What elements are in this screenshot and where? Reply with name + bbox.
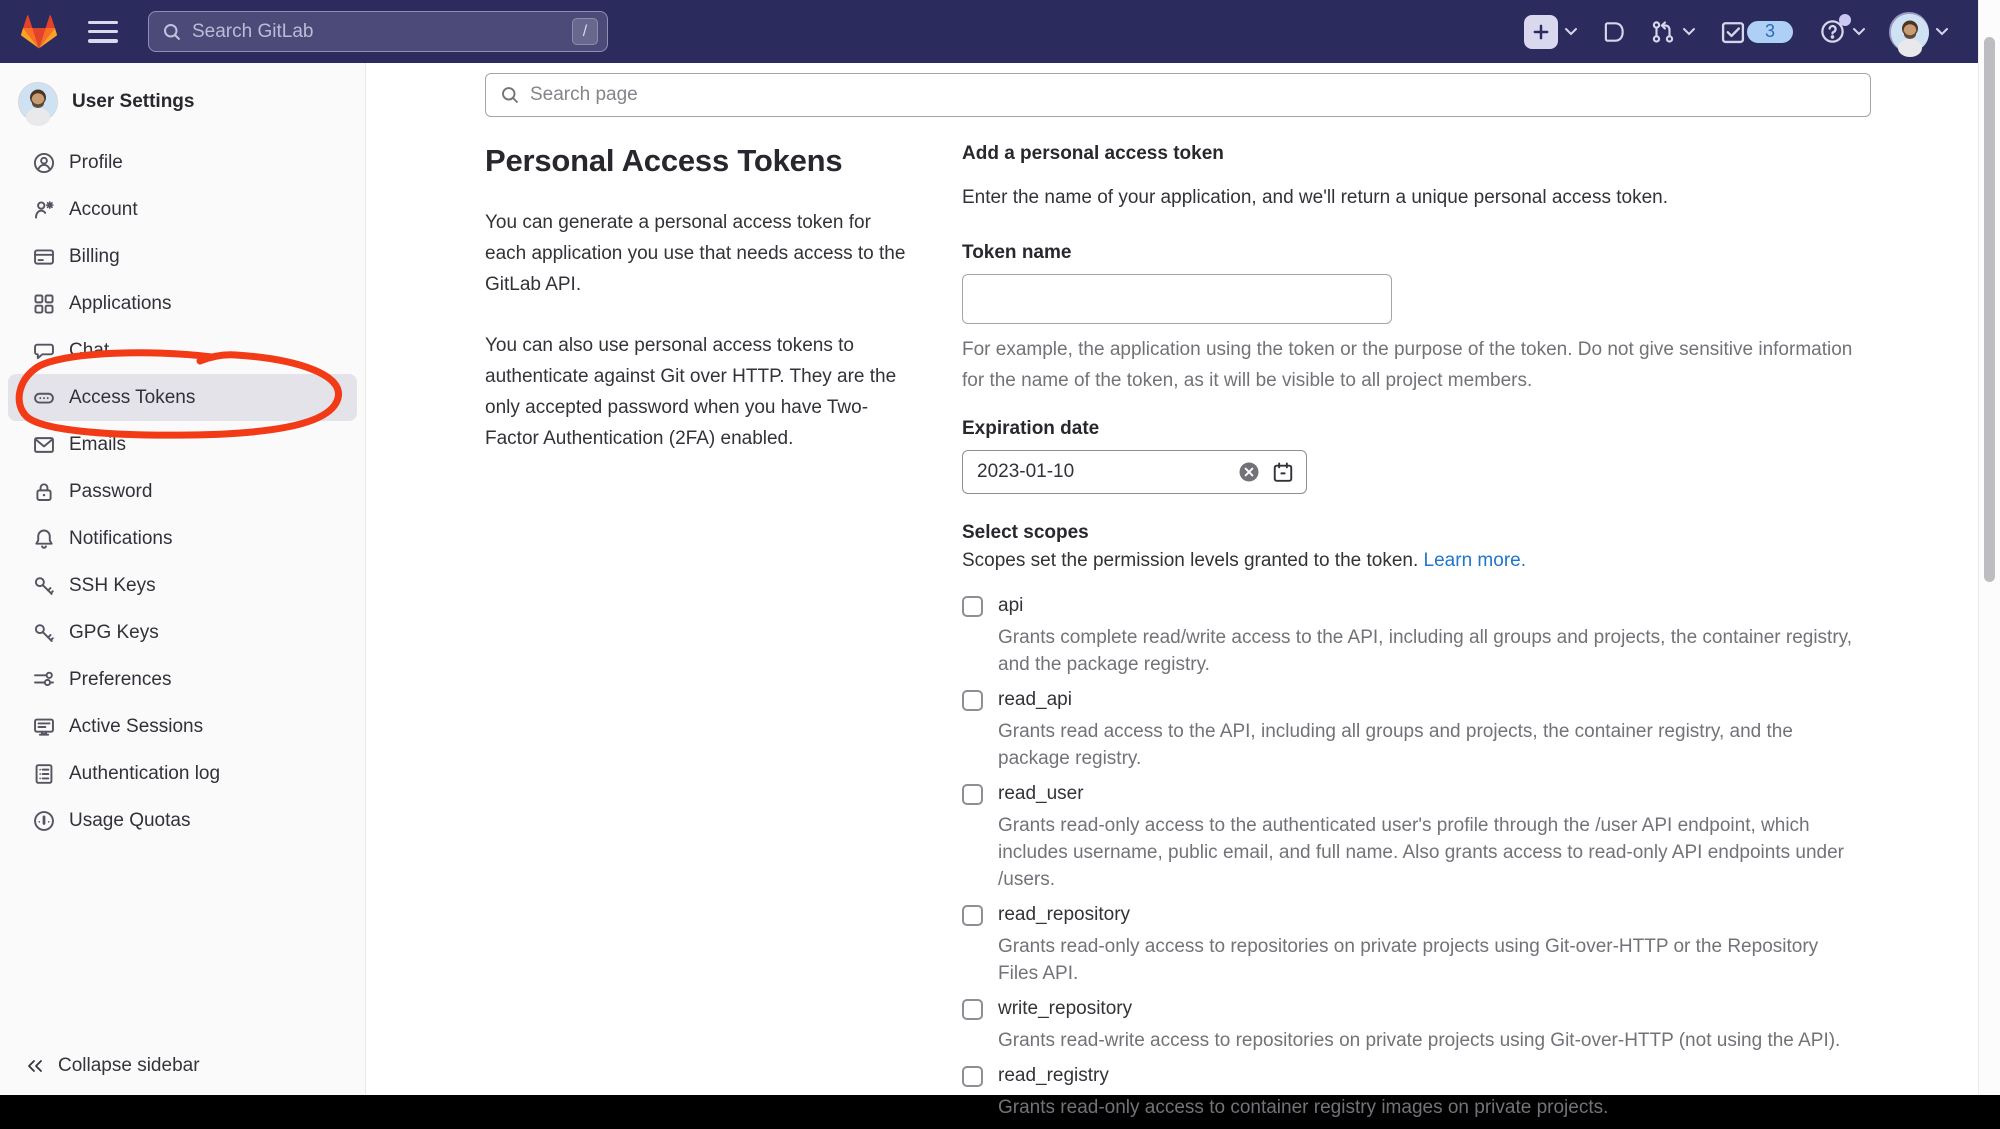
scope-description: Grants read-only access to the authenticated user's profile through the /user API endpoint, which includes username, public email, and full name. Also grants access to read-only API endpoints under /users.: [998, 815, 1844, 890]
global-search-input[interactable]: [192, 21, 562, 43]
token-name-help: For example, the application using the token or the purpose of the token. Do not give sensitive information for the name of the token, as it will be visible to all project members.: [962, 339, 1853, 391]
token-name-input[interactable]: [962, 274, 1392, 324]
sidebar-item-profile[interactable]: Profile: [8, 139, 357, 186]
sliders-icon: [33, 669, 55, 691]
gauge-icon: [33, 810, 55, 832]
chevron-down-icon: [1852, 27, 1866, 36]
calendar-icon: [1272, 461, 1294, 483]
issues-icon: [1601, 19, 1627, 45]
scope-description: Grants complete read/write access to the API, including all groups and projects, the container registry, and the package registry.: [998, 627, 1853, 675]
token-name-label: Token name: [962, 242, 1072, 263]
page-description-1: You can generate a personal access token for each application you use that needs access to the GitLab API.: [485, 212, 906, 295]
slash-shortcut-badge: /: [572, 18, 598, 45]
hamburger-menu-icon[interactable]: [88, 21, 118, 43]
sidebar-item-emails[interactable]: Emails: [8, 421, 357, 468]
top-navbar: [0, 0, 1978, 63]
billing-icon: [33, 246, 55, 268]
scrollbar-thumb[interactable]: [1984, 37, 1995, 582]
merge-requests-menu[interactable]: [1645, 19, 1701, 45]
expiration-date-input[interactable]: [977, 461, 1226, 483]
sidebar-item-authentication-log[interactable]: Authentication log: [8, 750, 357, 797]
issues-button[interactable]: [1596, 19, 1632, 45]
sidebar-item-chat[interactable]: Chat: [8, 327, 357, 374]
sidebar-item-gpg-keys[interactable]: GPG Keys: [8, 609, 357, 656]
scope-api: api Grants complete read/write access to the API, including all groups and projects, the container registry, and the package registry.: [962, 592, 1871, 678]
log-icon: [33, 763, 55, 785]
collapse-icon: [25, 1057, 45, 1075]
avatar[interactable]: [1889, 12, 1929, 52]
sidebar-item-applications[interactable]: Applications: [8, 280, 357, 327]
learn-more-link[interactable]: Learn more.: [1423, 550, 1526, 571]
scope-description: Grants read access to the API, including all groups and projects, the container registry, and the package registry.: [998, 721, 1793, 769]
todo-count-badge: 3: [1744, 18, 1796, 46]
search-icon: [162, 22, 182, 42]
user-menu[interactable]: [1884, 12, 1954, 52]
sidebar-item-billing[interactable]: Billing: [8, 233, 357, 280]
gitlab-logo[interactable]: [20, 14, 58, 50]
help-menu[interactable]: [1814, 18, 1871, 45]
scrollbar-track[interactable]: [1978, 0, 2000, 1095]
merge-request-icon: [1650, 19, 1676, 45]
scope-api-checkbox[interactable]: [962, 596, 983, 617]
scope-description: Grants read-only access to repositories on private projects using Git-over-HTTP or the Repository Files API.: [998, 936, 1819, 984]
sidebar-item-access-tokens[interactable]: Access Tokens: [8, 374, 357, 421]
plus-icon[interactable]: [1524, 15, 1558, 49]
todo-check-icon: [1719, 18, 1747, 46]
form-section-intro: Enter the name of your application, and we'll return a unique personal access token.: [962, 187, 1668, 208]
scopes-intro: Scopes set the permission levels granted to the token. Learn more.: [962, 550, 1526, 571]
scope-read-repository-checkbox[interactable]: [962, 905, 983, 926]
profile-icon: [33, 152, 55, 174]
calendar-button[interactable]: [1272, 461, 1294, 483]
sidebar-item-active-sessions[interactable]: Active Sessions: [8, 703, 357, 750]
token-icon: [33, 387, 55, 409]
scope-write-repository-checkbox[interactable]: [962, 999, 983, 1020]
scope-read-repository: read_repository Grants read-only access to repositories on private projects using Git-over-HTTP or the Repository Files API.: [962, 901, 1871, 987]
applications-icon: [33, 293, 55, 315]
sidebar-item-password[interactable]: Password: [8, 468, 357, 515]
expiration-date-field[interactable]: [962, 450, 1307, 494]
clear-icon: [1238, 461, 1260, 483]
scope-read-registry-checkbox[interactable]: [962, 1066, 983, 1087]
scope-read-user: read_user Grants read-only access to the authenticated user's profile through the /user API endpoint, which includes username, public email, and full name. Also grants access to read-only API endpoints under /users.: [962, 780, 1871, 893]
key-icon: [33, 622, 55, 644]
sidebar-item-preferences[interactable]: Preferences: [8, 656, 357, 703]
scope-read-registry: read_registry Grants read-only access to container registry images on private projects.: [962, 1062, 1871, 1121]
page-search[interactable]: [485, 73, 1871, 117]
add-token-form: [962, 143, 1871, 1129]
scope-read-api: read_api Grants read access to the API, including all groups and projects, the container registry, and the package registry.: [962, 686, 1871, 772]
account-icon: [33, 199, 55, 221]
chevron-down-icon: [1935, 27, 1949, 36]
global-search[interactable]: [148, 11, 608, 52]
collapse-sidebar-button[interactable]: Collapse sidebar: [0, 1055, 200, 1077]
chevron-down-icon: [1564, 27, 1578, 36]
scope-read-api-checkbox[interactable]: [962, 690, 983, 711]
expiration-date-label: Expiration date: [962, 418, 1100, 439]
chevron-down-icon: [1682, 27, 1696, 36]
scope-description: Grants read-write access to repositories on private projects using Git-over-HTTP (not using the API).: [998, 1030, 1841, 1051]
notification-dot: [1839, 14, 1851, 26]
select-scopes-title: Select scopes: [962, 522, 1089, 543]
sidebar-item-ssh-keys[interactable]: SSH Keys: [8, 562, 357, 609]
bell-icon: [33, 528, 55, 550]
sidebar-item-usage-quotas[interactable]: Usage Quotas: [8, 797, 357, 844]
todos-button[interactable]: [1714, 18, 1801, 46]
clear-date-button[interactable]: [1238, 461, 1260, 483]
scope-description: Grants read-only access to container registry images on private projects.: [998, 1097, 1609, 1118]
scope-read-user-checkbox[interactable]: [962, 784, 983, 805]
chat-icon: [33, 340, 55, 362]
main-content: [366, 63, 1978, 1118]
page-search-input[interactable]: [530, 84, 1856, 106]
sidebar-title: User Settings: [72, 91, 195, 112]
sidebar-item-notifications[interactable]: Notifications: [8, 515, 357, 562]
lock-icon: [33, 481, 55, 503]
email-icon: [33, 434, 55, 456]
user-avatar: [18, 82, 58, 122]
key-icon: [33, 575, 55, 597]
scope-write-repository: write_repository Grants read-write access to repositories on private projects using Git-over-HTTP (not using the API).: [962, 995, 1871, 1054]
create-new-menu[interactable]: [1519, 15, 1583, 49]
form-section-title: Add a personal access token: [962, 143, 1224, 164]
search-icon: [500, 85, 520, 105]
page-title: Personal Access Tokens: [485, 143, 843, 178]
monitor-icon: [33, 716, 55, 738]
page-description-2: You can also use personal access tokens to authenticate against Git over HTTP. They are the only accepted password when you have Two-Factor Authentication (2FA) enabled.: [485, 335, 897, 449]
settings-sidebar: [0, 63, 366, 1095]
sidebar-item-account[interactable]: Account: [8, 186, 357, 233]
